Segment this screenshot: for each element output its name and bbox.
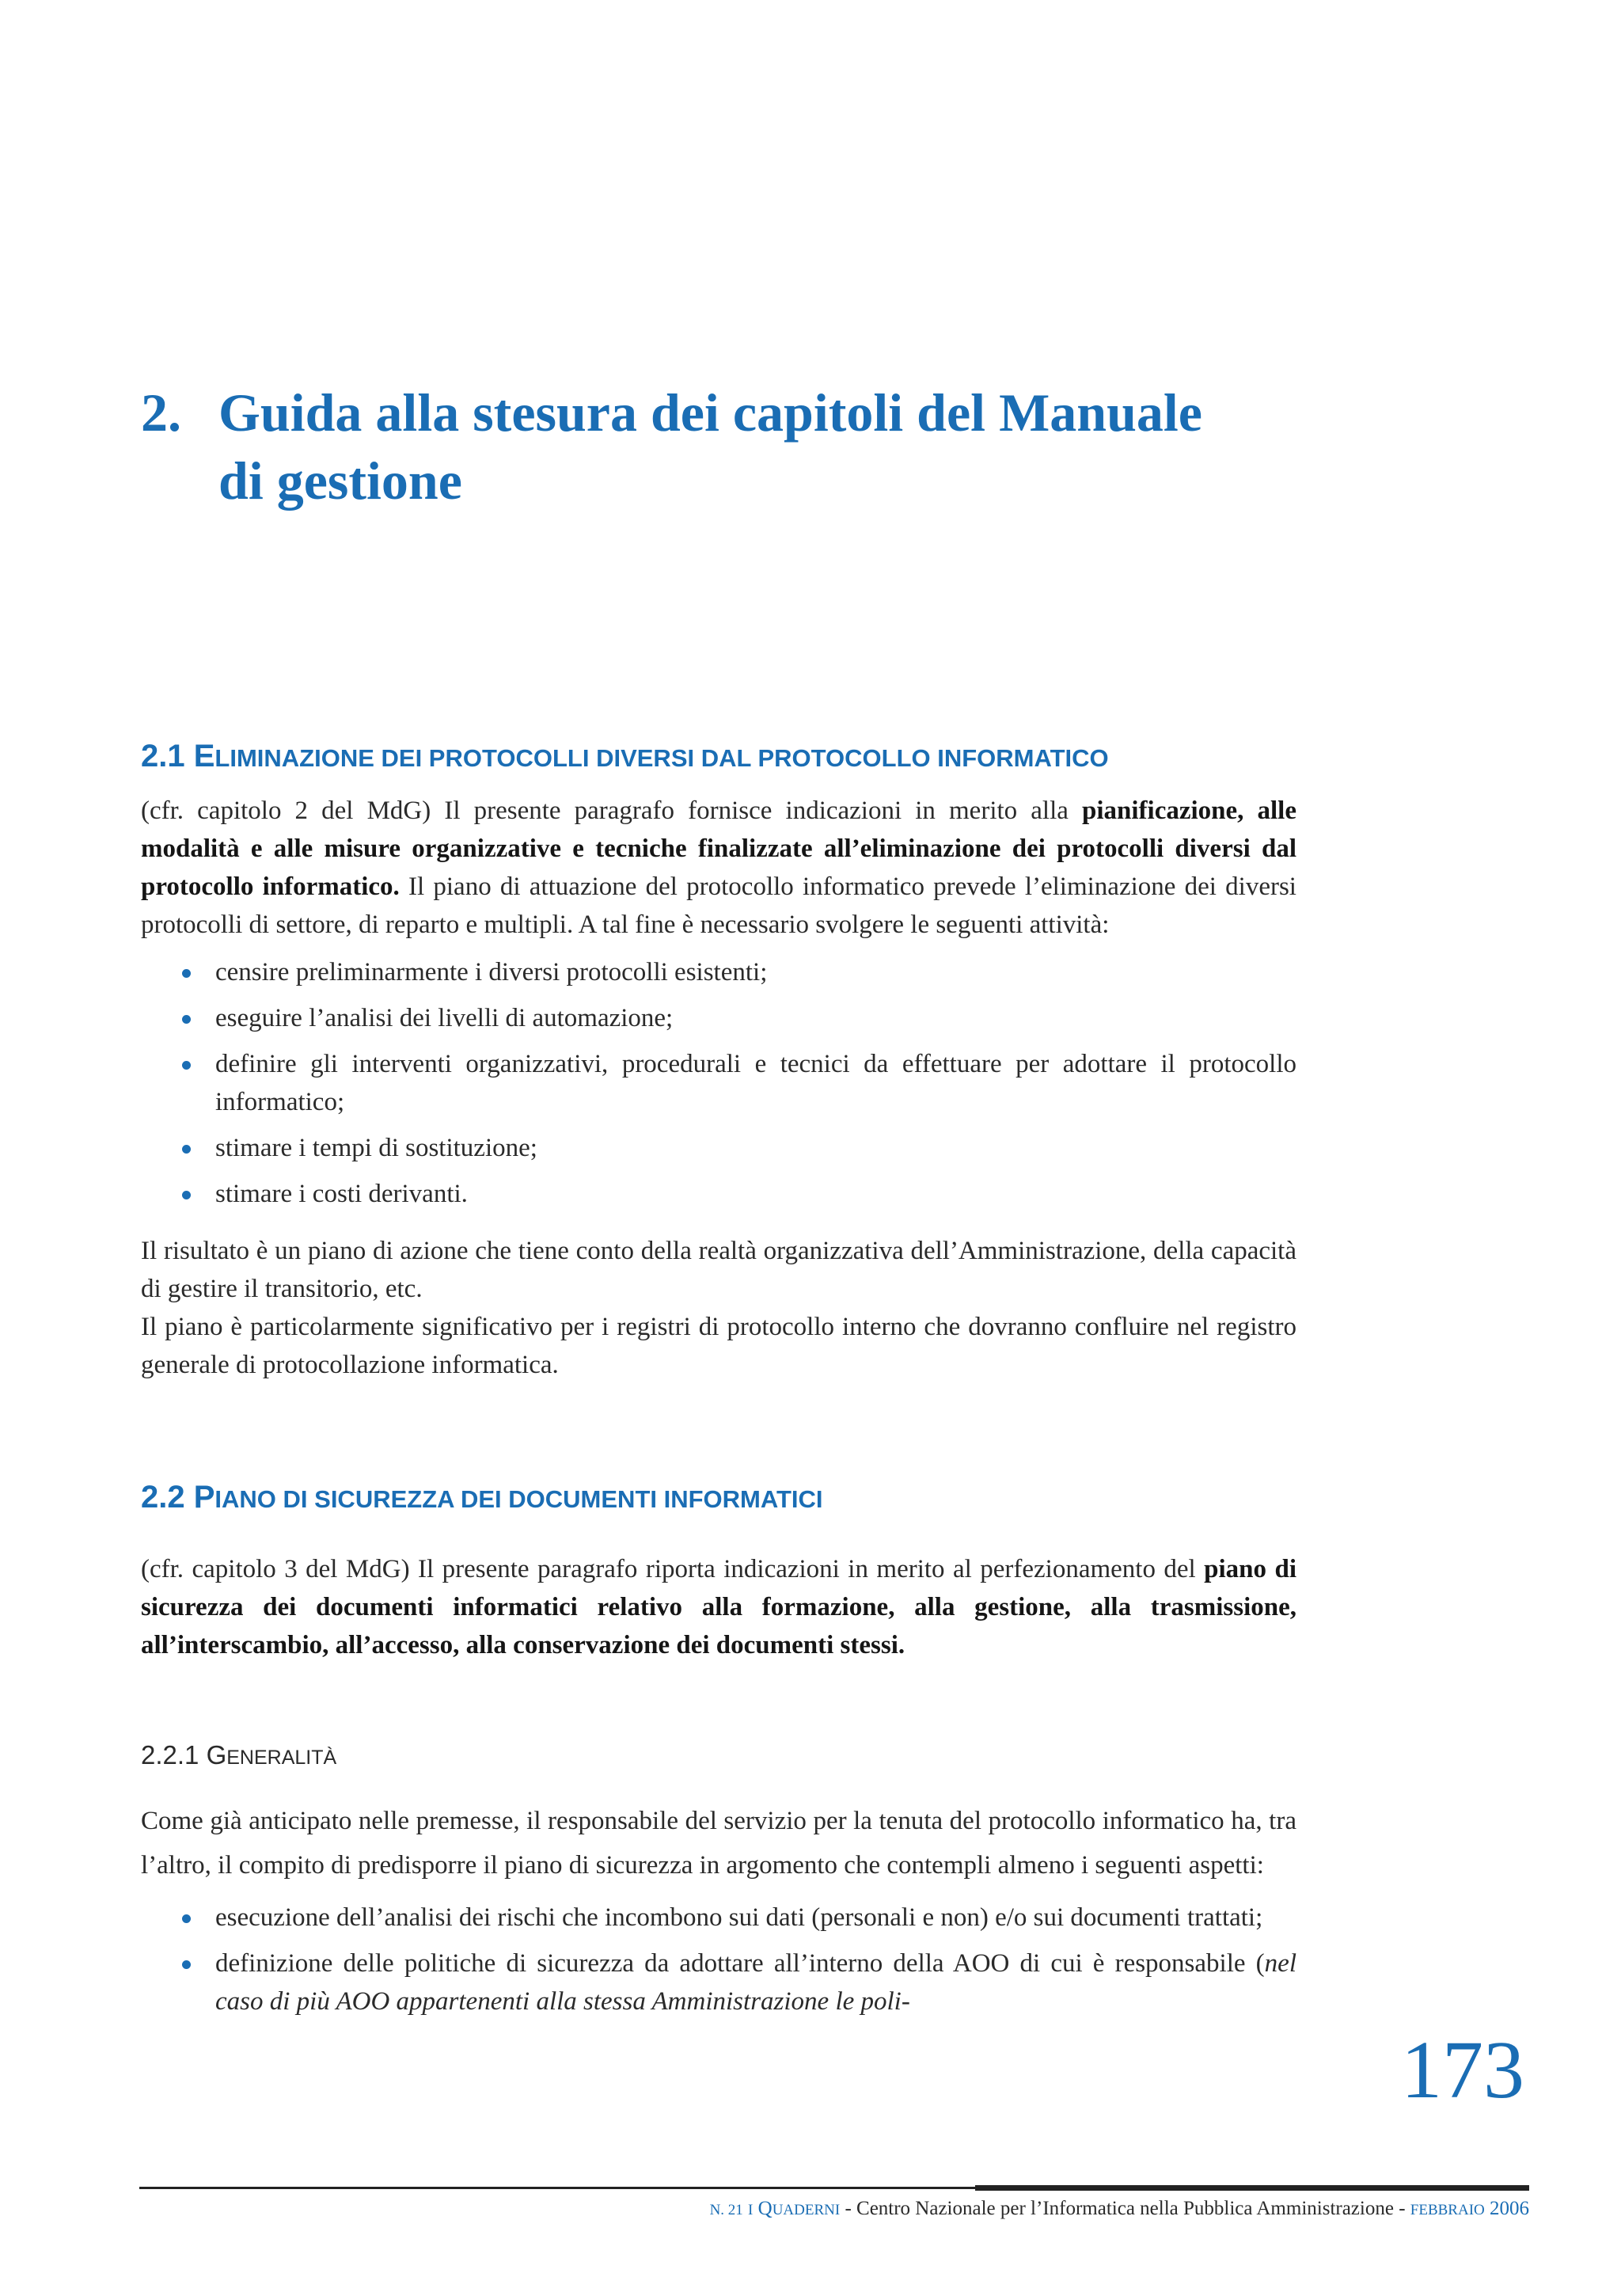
- footer-series-initial: Q: [757, 2198, 773, 2219]
- list-item: [141, 999, 1296, 1037]
- paragraph-text: (cfr. capitolo 3 del MdG) Il presente paragrafo riporta indicazioni in merito al perfezionamento del: [141, 1555, 1205, 1583]
- list-item-text: stimare i tempi di sostituzione;: [215, 1134, 537, 1162]
- section-2-1-title-initial: E: [193, 739, 215, 774]
- subsection-2-2-1-heading: [141, 1740, 336, 1770]
- footer-series-rest: UADERNI: [772, 2202, 841, 2218]
- list-item: [141, 1899, 1296, 1937]
- bullet-icon: [182, 1914, 191, 1923]
- bullet-icon: [182, 1061, 191, 1070]
- list-item-italic-text: nel caso di più AOO appartenenti alla stessa Amministrazione le poli-: [215, 1949, 1296, 2016]
- list-item-text: stimare i costi derivanti.: [215, 1180, 468, 1208]
- page-number: 173: [1401, 2024, 1524, 2115]
- list-item: [141, 953, 1296, 991]
- paragraph-text: (cfr. capitolo 2 del MdG) Il presente paragrafo fornisce indicazioni in merito alla: [141, 796, 1082, 825]
- footer-issue-number: N. 21: [709, 2202, 743, 2218]
- subsection-title-initial: G: [206, 1740, 227, 1770]
- section-2-2-title-rest: IANO DI SICUREZZA DEI DOCUMENTI INFORMATICI: [214, 1485, 823, 1513]
- chapter-title-line1: Guida alla stesura dei capitoli del Manuale: [218, 382, 1202, 443]
- section-2-1-body: [141, 792, 1296, 1384]
- subsection-title-rest: ENERALITÀ: [226, 1747, 337, 1769]
- paragraph-bold-text: piano di sicurezza dei documenti informatici relativo alla formazione, alla gestione, alla trasmissione, all’interscambio, all’accesso, alla conservazione dei documenti stessi.: [141, 1555, 1296, 1659]
- subsection-number: 2.2.1: [141, 1740, 199, 1770]
- subsection-bullet-list: [141, 1899, 1296, 2020]
- footer-separator: I: [748, 2202, 754, 2218]
- section-2-2-heading: [141, 1477, 1344, 1519]
- section-2-1-paragraph-2: Il risultato è un piano di azione che tiene conto della realtà organizzativa dell’Amministrazione, della capacità di gestire il transitorio, etc.: [141, 1237, 1296, 1303]
- bullet-icon: [182, 1145, 191, 1154]
- section-2-1-heading: [141, 736, 1344, 778]
- chapter-title: [141, 378, 1328, 515]
- list-item-text: censire preliminarmente i diversi protocolli esistenti;: [215, 958, 768, 986]
- section-2-2-title-initial: P: [193, 1480, 215, 1515]
- subsection-paragraph: Come già anticipato nelle premesse, il responsabile del servizio per la tenuta del protocollo informatico ha, tra l’altro, il compito di predisporre il piano di sicurezza in argomento che contempli almeno i seguenti aspetti:: [141, 1807, 1296, 1880]
- footer-month: FEBBRAIO: [1410, 2202, 1485, 2218]
- paragraph-text: Il piano di attuazione del protocollo informatico prevede l’eliminazione dei diversi protocolli di settore, di reparto e multipli. A tal fine è necessario svolgere le seguenti attività:: [141, 872, 1296, 939]
- footer-year: 2006: [1490, 2198, 1529, 2219]
- footer: [710, 2198, 1529, 2220]
- chapter-number: 2.: [141, 382, 181, 443]
- bullet-icon: [182, 969, 191, 978]
- list-item: [141, 1045, 1296, 1121]
- footer-rule: [139, 2187, 1529, 2189]
- section-2-1-paragraph: [141, 792, 1296, 944]
- chapter-title-line2: di gestione: [218, 450, 462, 511]
- list-item-text: eseguire l’analisi dei livelli di automazione;: [215, 1004, 674, 1032]
- section-2-1-bullet-list: [141, 953, 1296, 1213]
- list-item: [141, 1129, 1296, 1167]
- list-item-text: definizione delle politiche di sicurezza da adottare all’interno della AOO di cui è responsabile (: [215, 1949, 1265, 1978]
- subsection-2-2-1-body: [141, 1799, 1296, 2020]
- section-2-1-number: 2.1: [141, 739, 185, 774]
- section-2-2-paragraph: [141, 1550, 1296, 1664]
- section-2-2-body: [141, 1550, 1296, 1664]
- list-item-text: esecuzione dell’analisi dei rischi che incombono sui dati (personali e non) e/o sui documenti trattati;: [215, 1903, 1263, 1932]
- section-2-1-title-rest: LIMINAZIONE DEI PROTOCOLLI DIVERSI DAL PROTOCOLLO INFORMATICO: [214, 744, 1109, 772]
- list-item-text: definire gli interventi organizzativi, procedurali e tecnici da effettuare per adottare il protocollo informatico;: [215, 1050, 1296, 1116]
- list-item: [141, 1944, 1296, 2020]
- bullet-icon: [182, 1191, 191, 1199]
- list-item: [141, 1175, 1296, 1213]
- section-2-1-paragraph-3: Il piano è particolarmente significativo per i registri di protocollo interno che dovranno confluire nel registro generale di protocollazione informatica.: [141, 1313, 1296, 1379]
- paragraph-bold-text: pianificazione, alle modalità e alle misure organizzative e tecniche finalizzate all’eliminazione dei protocolli diversi dal protocollo informatico.: [141, 796, 1296, 901]
- bullet-icon: [182, 1960, 191, 1969]
- footer-publisher: - Centro Nazionale per l’Informatica nella Pubblica Amministrazione -: [840, 2198, 1410, 2219]
- footer-rule-thick: [975, 2185, 1529, 2191]
- bullet-icon: [182, 1015, 191, 1024]
- section-2-2-number: 2.2: [141, 1480, 185, 1515]
